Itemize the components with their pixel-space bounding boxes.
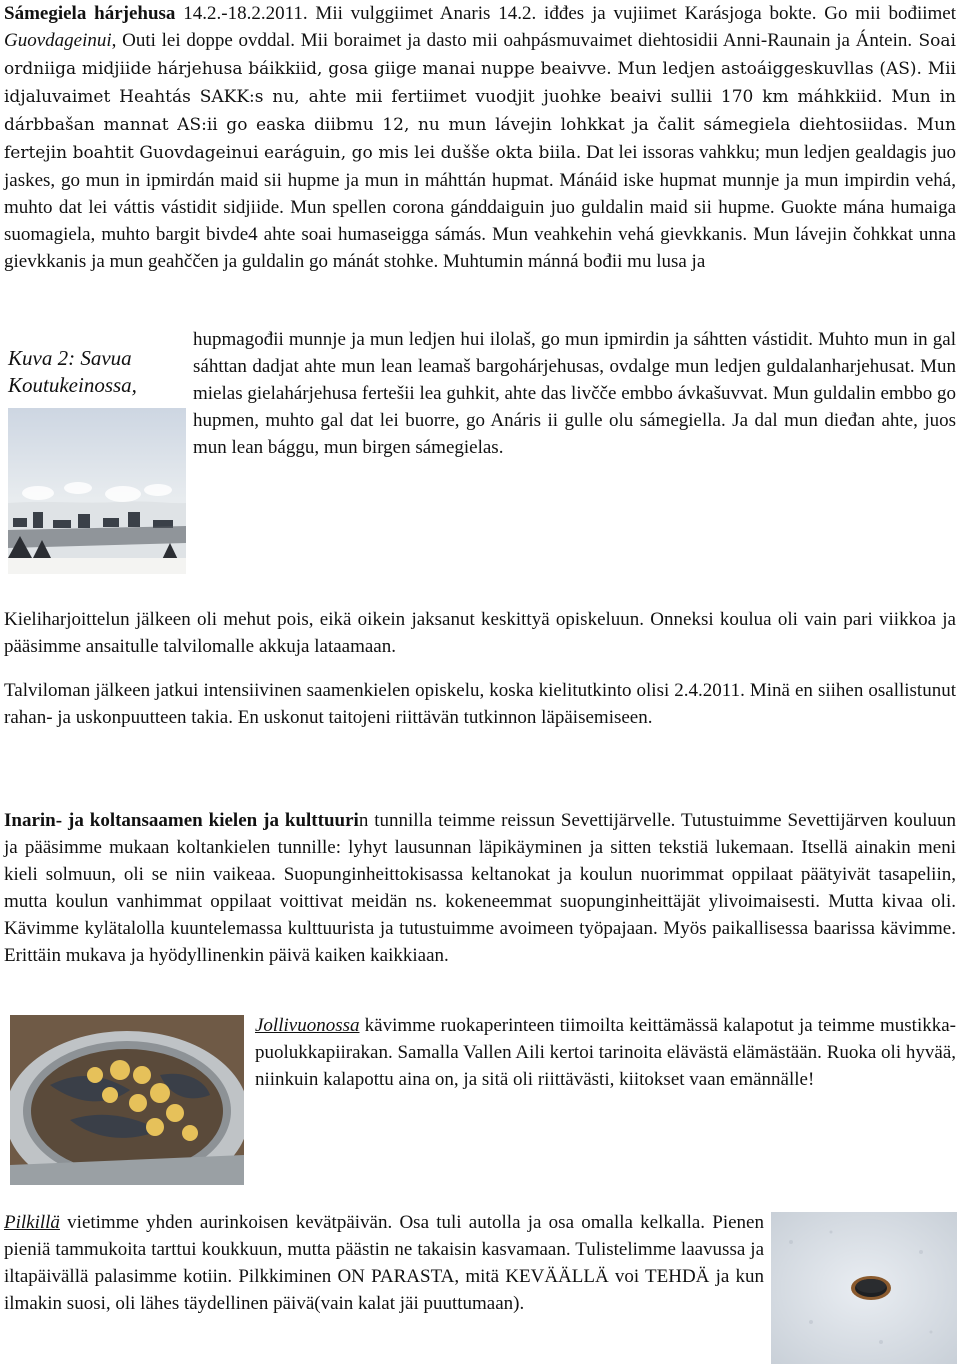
section1-serif-part: Dat lei issoras vahkku; mun ledjen gealdagis juo jaskes, go mun in ipmirdán maid sii hupme ja mun in máhttán hupmat. Mánáid iske hupmat munnje ja mun impirdin vehá, muhto dat lei váttis vástidit sidjiide. Mun spellen corona gánddaiguin juo guldalin maid sii hupme. Guokte mána humaiga suomagiela, muhto bargit bivde4 ahte soai humaseigga sámás. Mun veahkehin vehá gievkkanis. Mun lávejin čohkkat unna gievkkanis ja mun geahččen ja guldalin go mánát stohke. Muhtumin mánná bođii mu lusa ja xyxy=(4,142,956,272)
section1-text1: 14.2.-18.2.2011. Mii vulggiimet Anaris 14.2. iđđes ja vujiimet Karásjoga bokte. Go mii bođiimet xyxy=(175,3,956,24)
section2-text: n tunnilla teimme reissun Sevettijärvelle. Tutustuimme Sevettijärven kouluun ja pääsimme mukaan koltankielen tunnille: lyhyt lausunnan läpikäyminen ja sitten tekstiä lukemaan. Itsellä ainakin meni kieli solmuun, oli se niin vaikeaa. Suopunginheittokisassa keltanokat ja koulun nuorimmat oppilaat päätyivät tasapeliin, mutta koulun vanhimmat oppilaat voittivat meidän ns. kokeneemmat suopunginheittäjät ylivoimaisesti. Mutta kivaa oli. Kävimme kylätalolla kuuntelemassa kulttuurista ja tutustuimme avoimeen työpajaan. Myös paikallisessa baarissa kävimme. Erittäin mukava ja hyödyllinenkin päivä kaiken kaikkiaan. xyxy=(4,810,956,966)
section4-text: vietimme yhden aurinkoisen kevätpäivän. Osa tuli autolla ja osa omalla kelkalla. Pienen pieniä tammukoita tarttui koukkuun, mutta päästin ne takaisin kasvamaan. Tulistelimme laavussa ja iltapäivällä palasimme kotiin. Pilkkiminen ON PARASTA, mitä KEVÄÄLLÄ voi TEHDÄ ja kun ilmakin suosi, oli lähes täydellinen päivä(vain kalat jäi puuttumaan). xyxy=(4,1212,764,1314)
paragraph-kieliharjoittelu: Kieliharjoittelun jälkeen oli mehut pois, eikä oikein jaksanut keskittyä opiskeluun. Onneksi koulua oli vain pari viikkoa ja pääsimme ansaitulle talvilomalle akkuja lataamaan. xyxy=(4,609,956,657)
section1-title: Sámegiela hárjehusa xyxy=(4,3,176,24)
photo-smoke-kautokeino xyxy=(8,408,186,574)
section1-paragraph xyxy=(4,0,956,275)
section2-paragraph xyxy=(4,807,956,969)
section4-place-link[interactable]: Pilkillä xyxy=(4,1212,60,1233)
section1-wrap-text: hupmagođii munnje ja mun ledjen hui ilolaš, go mun ipmirdin ja sáhtten vástidit. Muhto mun in gal sáhttan dadjat ahte mun lean leamaš bargohárjehusas, ovdalge mun ledjen guldalanharjehusat. Mun mielas gielahárjehusa fertešii lea guhkit, ahte das livčče embbo ávkašuvvat. Mun guldalin embbo go hupmen, muhto gal dat lei buorre, go Anáris ii gulle olu sámegiella. Ja dal mun dieđan ahte, juos mun lean bággu, mun birgen sámegielas. xyxy=(193,329,956,458)
section1-sans-part: Soai ordniiga midjiide hárjehusa báikkiid, gosa giige manai nuppe beaivve. Mun ledjen astoáiggeskuvllas (AS). Mii idjaluvaimet Heahtás SAKK:s nu, ahte mii fertiimet vuodjit juohke beaivi sullii 170 km máhkkiid. Mun in dárbbašan mannat AS:ii go easka diibmu 12, nu mun lávejin lohkkat ja čalit sámegiela diehtosiidas. Mun fertejin boahtit Guovdageinui earáguin, go mis lei dušše okta biila. xyxy=(4,31,956,163)
section3-text: kävimme ruokaperinteen tiimoilta keittämässä kalapotut ja teimme mustikka-puolukkapiirakan. Samalla Vallen Aili kertoi tarinoita elävästä elämästään. Ruoka oli hyvää, niinkuin kalapottu aina on, ja sitä oli riittävästi, kiitokset vaan emännälle! xyxy=(255,1015,956,1090)
section4-paragraph xyxy=(4,1209,764,1317)
smoke-photo-image xyxy=(8,408,186,574)
section1-text2: , Outi lei doppe ovddal. Mii boraimet ja dasto mii oahpásmuvaimet diehtosidii Anni-Raunain ja Ántein. xyxy=(111,30,913,51)
photo-fish-pot xyxy=(10,1015,244,1185)
section3-paragraph xyxy=(255,1012,956,1093)
figure-caption: Kuva 2: Savua Koutukeinossa, xyxy=(8,346,137,397)
photo-ice-hole xyxy=(771,1212,957,1364)
fish-pot-image xyxy=(10,1015,244,1185)
paragraph-talviloma: Talviloman jälkeen jatkui intensiivinen saamenkielen opiskelu, koska kielitutkinto olisi 2.4.2011. Minä en siihen osallistunut rahan- ja uskonpuutteen takia. En uskonut taitojeni riittävän tutkinnon läpäisemiseen. xyxy=(4,680,956,728)
section3-place-link[interactable]: Jollivuonossa xyxy=(255,1015,360,1036)
ice-hole-image xyxy=(771,1212,957,1364)
section1-place: Guovdageinui xyxy=(4,30,112,51)
section2-bold-lead: Inarin- ja koltansaamen kielen ja kulttuuri xyxy=(4,810,359,831)
